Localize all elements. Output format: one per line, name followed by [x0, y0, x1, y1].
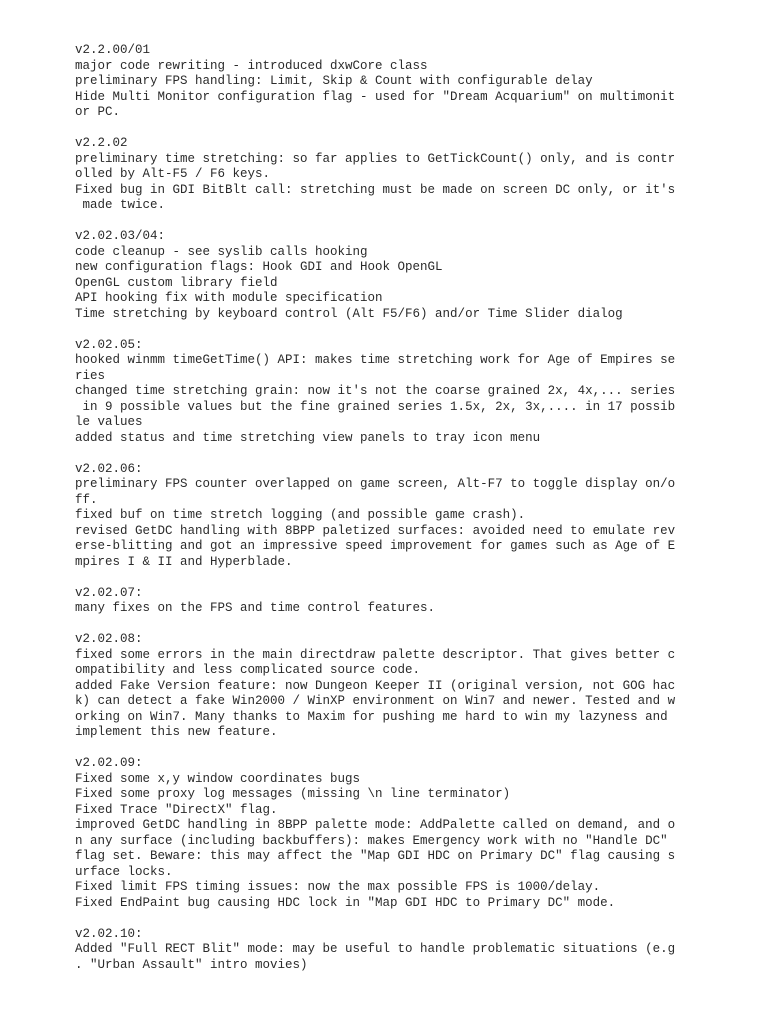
changelog-line: . "Urban Assault" intro movies)	[75, 957, 308, 972]
changelog-line: many fixes on the FPS and time control features.	[75, 601, 436, 615]
changelog-line: Time stretching by keyboard control (Alt F5/F6) and/or Time Slider dialog	[75, 306, 623, 321]
changelog-line: or PC.	[75, 105, 121, 119]
changelog-line: k) can detect a fake Win2000 / WinXP environment on Win7 and newer. Tested and w	[75, 694, 676, 708]
changelog-line: revised GetDC handling with 8BPP paletized surfaces: avoided need to emulate rev	[75, 523, 676, 538]
version-heading: v2.02.08:	[75, 632, 143, 646]
changelog-section	[75, 756, 755, 911]
changelog-line: Fixed Trace "DirectX" flag.	[75, 802, 278, 817]
changelog-section	[75, 43, 755, 121]
changelog-line: made twice.	[75, 198, 166, 212]
changelog-line: Fixed EndPaint bug causing HDC lock in "Map GDI HDC to Primary DC" mode.	[75, 895, 616, 910]
version-heading: v2.02.03/04:	[75, 229, 166, 243]
changelog-line: preliminary time stretching: so far applies to GetTickCount() only, and is contr	[75, 151, 676, 166]
version-heading: v2.2.00/01	[75, 43, 151, 57]
changelog-line: API hooking fix with module specification	[75, 291, 383, 305]
version-heading: v2.02.09:	[75, 756, 143, 770]
changelog-line: new configuration flags: Hook GDI and Hook OpenGL	[75, 260, 443, 274]
changelog-line: ries	[75, 368, 106, 383]
changelog-line: hooked winmm timeGetTime() API: makes time stretching work for Age of Empires se	[75, 353, 676, 367]
changelog-section	[75, 229, 755, 322]
changelog-line: added Fake Version feature: now Dungeon Keeper II (original version, not GOG hac	[75, 678, 676, 693]
changelog-line: ff.	[75, 492, 98, 507]
changelog-line: le values	[75, 415, 143, 429]
changelog-line: orking on Win7. Many thanks to Maxim for pushing me hard to win my lazyness and	[75, 709, 668, 724]
changelog-section	[75, 462, 755, 571]
changelog-line: fixed some errors in the main directdraw palette descriptor. That gives better c	[75, 647, 676, 662]
changelog-line: Fixed limit FPS timing issues: now the max possible FPS is 1000/delay.	[75, 880, 601, 894]
changelog-line: Hide Multi Monitor configuration flag - used for "Dream Acquarium" on multimonit	[75, 89, 676, 104]
changelog-line: implement this new feature.	[75, 725, 278, 739]
changelog-line: added status and time stretching view panels to tray icon menu	[75, 430, 541, 445]
changelog-sections	[75, 43, 755, 973]
version-heading: v2.02.06:	[75, 461, 143, 476]
version-heading: v2.02.05:	[75, 337, 143, 352]
changelog-line: code cleanup - see syslib calls hooking	[75, 244, 368, 259]
changelog-line: fixed buf on time stretch logging (and possible game crash).	[75, 508, 526, 522]
changelog-document	[75, 12, 755, 1004]
changelog-line: Fixed some x,y window coordinates bugs	[75, 771, 361, 786]
changelog-line: mpires I & II and Hyperblade.	[75, 554, 293, 569]
changelog-line: flag set. Beware: this may affect the "Map GDI HDC on Primary DC" flag causing s	[75, 849, 676, 863]
changelog-line: OpenGL custom library field	[75, 275, 278, 290]
changelog-line: changed time stretching grain: now it's not the coarse grained 2x, 4x,... series	[75, 384, 676, 398]
changelog-section	[75, 586, 755, 617]
changelog-section	[75, 136, 755, 214]
changelog-line: preliminary FPS counter overlapped on game screen, Alt-F7 to toggle display on/o	[75, 477, 676, 491]
changelog-line: urface locks.	[75, 864, 173, 879]
changelog-line: ompatibility and less complicated source code.	[75, 663, 421, 677]
changelog-line: olled by Alt-F5 / F6 keys.	[75, 167, 271, 181]
version-heading: v2.2.02	[75, 136, 128, 150]
changelog-section	[75, 632, 755, 741]
changelog-line: Fixed some proxy log messages (missing \n line terminator)	[75, 787, 511, 801]
changelog-line: in 9 possible values but the fine grained series 1.5x, 2x, 3x,.... in 17 possib	[75, 399, 676, 414]
changelog-section	[75, 927, 755, 974]
changelog-line: improved GetDC handling in 8BPP palette mode: AddPalette called on demand, and o	[75, 818, 676, 832]
changelog-line: erse-blitting and got an impressive speed improvement for games such as Age of E	[75, 539, 676, 553]
changelog-line: major code rewriting - introduced dxwCore class	[75, 58, 428, 73]
changelog-line: Added "Full RECT Blit" mode: may be useful to handle problematic situations (e.g	[75, 942, 676, 956]
changelog-line: Fixed bug in GDI BitBlt call: stretching must be made on screen DC only, or it's	[75, 182, 676, 197]
version-heading: v2.02.10:	[75, 926, 143, 941]
version-heading: v2.02.07:	[75, 585, 143, 600]
changelog-section	[75, 338, 755, 447]
changelog-line: preliminary FPS handling: Limit, Skip & Count with configurable delay	[75, 74, 593, 88]
changelog-line: n any surface (including backbuffers): makes Emergency work with no "Handle DC"	[75, 833, 668, 848]
